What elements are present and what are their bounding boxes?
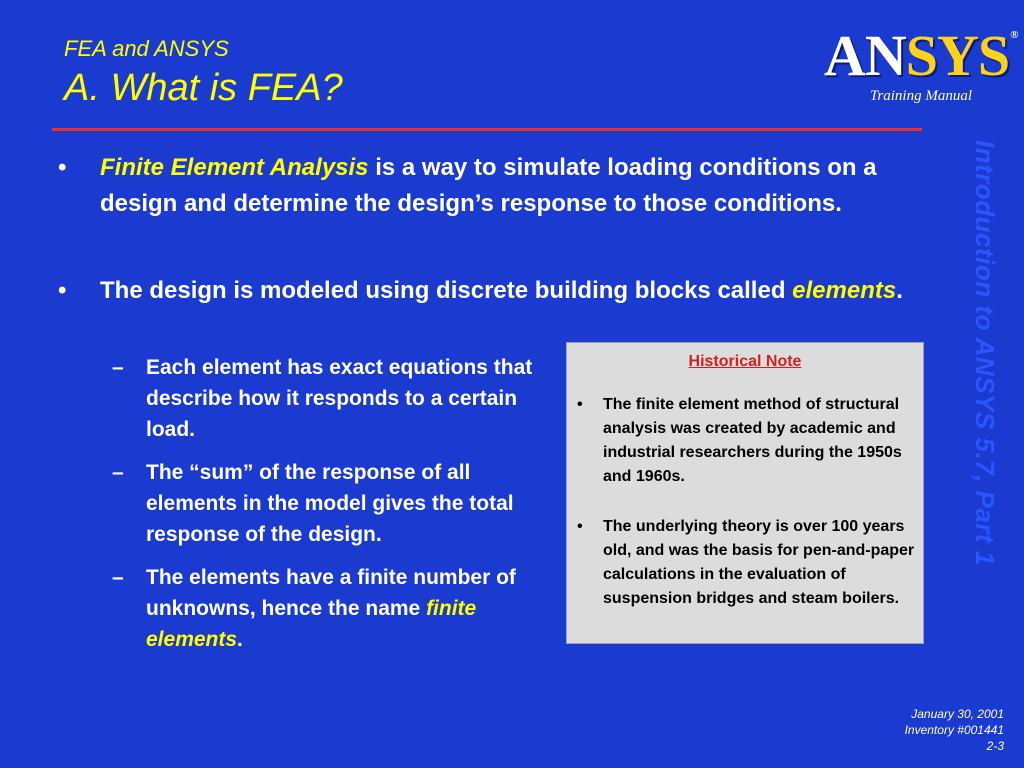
logo-sys: SYS xyxy=(905,23,1010,88)
sub-bullet-marker: – xyxy=(112,356,124,379)
note-item-marker: • xyxy=(577,396,583,413)
note-item-text: The finite element method of structural analysis was created by academic and industrial researchers during the 1950s and 1960s. xyxy=(603,396,902,485)
ansys-logo xyxy=(824,23,1018,88)
side-title xyxy=(970,140,1020,620)
sub-bullet-period: . xyxy=(237,628,243,651)
sub-bullet-text: Each element has exact equations that describe how it responds to a certain load. xyxy=(146,356,533,441)
emphasis-term: elements xyxy=(792,277,897,304)
bullet-marker: • xyxy=(58,154,67,181)
sub-bullet-marker: – xyxy=(112,461,124,484)
footer-page-number: 2-3 xyxy=(986,739,1004,753)
title-divider xyxy=(52,128,922,131)
bullet-text xyxy=(100,150,924,222)
bullet-body: is a way to simulate loading conditions on a design and determine the design’s response to those conditions. xyxy=(100,154,877,217)
footer-date: January 30, 2001 xyxy=(911,707,1004,721)
footer-inventory: Inventory #001441 xyxy=(904,723,1004,737)
bullet-text xyxy=(100,273,924,309)
slide-title: A. What is FEA? xyxy=(64,67,343,109)
sub-bullet-body: The elements have a finite number of unknowns, hence the name xyxy=(146,566,516,620)
sub-bullet-text xyxy=(146,562,546,655)
historical-note-title: Historical Note xyxy=(688,353,802,370)
note-item-marker: • xyxy=(577,518,583,535)
bullet-marker: • xyxy=(58,277,67,304)
historical-note-box xyxy=(566,342,924,644)
sub-bullet-marker: – xyxy=(112,566,124,589)
bullet-period: . xyxy=(896,277,903,304)
registered-mark: ® xyxy=(1010,29,1018,41)
side-title-text: Introduction to ANSYS 5.7, Part 1 xyxy=(970,140,1000,566)
training-manual-label: Training Manual xyxy=(869,88,972,104)
emphasis-term: finite elements xyxy=(146,597,477,651)
slide-footer xyxy=(905,706,1004,754)
sub-bullet-text: The “sum” of the response of all elements in the model gives the total response of the design. xyxy=(146,461,514,546)
note-item-text: The underlying theory is over 100 years old, and was the basis for pen-and-paper calculations in the evaluation of suspension bridges and steam boilers. xyxy=(603,518,915,607)
logo-an: AN xyxy=(824,23,906,88)
section-subtitle: FEA and ANSYS xyxy=(64,36,229,61)
bullet-body: The design is modeled using discrete building blocks called xyxy=(100,277,793,304)
emphasis-term: Finite Element Analysis xyxy=(100,154,369,181)
